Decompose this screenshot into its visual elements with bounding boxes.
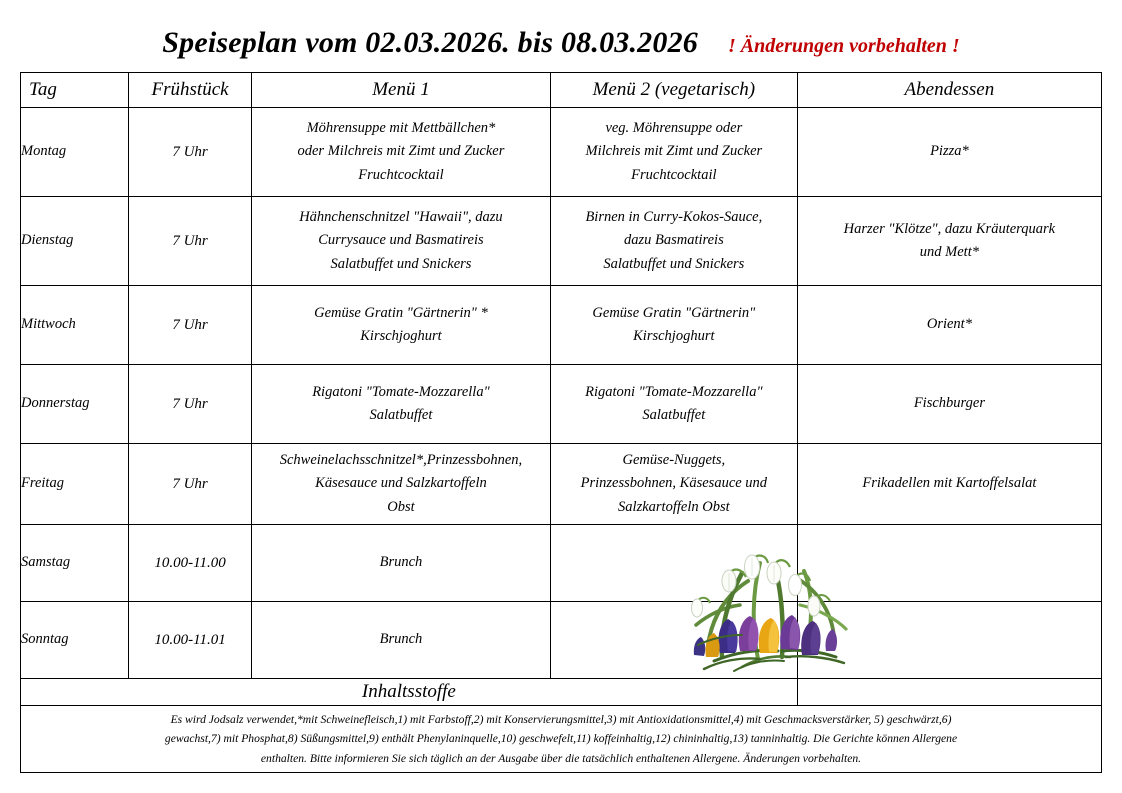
menu-line: Salatbuffet xyxy=(642,407,706,423)
day-label-donnerstag: Donnerstag xyxy=(21,365,129,444)
breakfast-samstag: 10.00-11.00 xyxy=(129,525,252,602)
column-header-menue1: Menü 1 xyxy=(252,73,551,108)
table-row xyxy=(21,602,1102,679)
menu-line: Käsesauce und Salzkartoffeln xyxy=(315,475,487,492)
menu2-montag xyxy=(550,108,797,197)
menu1-mittwoch xyxy=(252,286,551,365)
menu-line: Milchreis mit Zimt und Zucker xyxy=(585,143,763,160)
menu2-dienstag xyxy=(550,197,797,286)
breakfast-freitag: 7 Uhr xyxy=(129,444,252,525)
column-header-tag: Tag xyxy=(21,73,129,108)
table-row xyxy=(21,108,1102,197)
menu1-donnerstag xyxy=(252,365,551,444)
day-label-dienstag: Dienstag xyxy=(21,197,129,286)
menu-line: Orient* xyxy=(926,316,972,333)
ingredients-heading: Inhaltsstoffe xyxy=(21,679,798,706)
menu-line: Salatbuffet und Snickers xyxy=(330,255,472,272)
ingredients-line: Es wird Jodsalz verwendet,*mit Schweinefleisch,1) mit Farbstoff,2) mit Konservierungsmittel,3) mit Antioxidationsmittel,4) mit Geschmacksverstärker, 5) geschwärzt,6) xyxy=(170,713,952,727)
menu-line: dazu Basmatireis xyxy=(623,232,724,249)
menu-line: Schweinelachsschnitzel*,Prinzessbohnen, xyxy=(279,451,523,468)
menu-line: Fischburger xyxy=(913,395,985,412)
menu-line: Currysauce und Basmatireis xyxy=(318,232,484,249)
breakfast-sonntag: 10.00-11.01 xyxy=(129,602,252,679)
dinner-freitag xyxy=(797,444,1101,525)
menu-line: Rigatoni "Tomate-Mozzarella" xyxy=(585,383,763,400)
menu-line: und Mett* xyxy=(919,244,979,260)
dinner-donnerstag xyxy=(797,365,1101,444)
menu1-dienstag xyxy=(252,197,551,286)
menu-line: Salatbuffet und Snickers xyxy=(603,255,745,272)
menu-line: Kirschjoghurt xyxy=(360,328,442,344)
menu-line: Frikadellen mit Kartoffelsalat xyxy=(862,475,1037,492)
table-row xyxy=(21,525,1102,602)
dinner-samstag-empty xyxy=(797,525,1101,602)
menu-line: Gemüse Gratin "Gärtnerin" * xyxy=(314,304,488,321)
menu-plan-table-wrapper xyxy=(20,72,1102,773)
page-title xyxy=(0,26,1122,64)
menu-line: Hähnchenschnitzel "Hawaii", dazu xyxy=(299,208,503,225)
ingredients-line: gewachst,7) mit Phosphat,8) Süßungsmittel,9) enthält Phenylaninquelle,10) geschwefelt,11) koffeinhaltig,12) chininhaltig,13) tanninhaltig. Die Gerichte können Allergene xyxy=(164,732,958,746)
menu-line: Fruchtcocktail xyxy=(631,166,717,183)
menu2-mittwoch xyxy=(550,286,797,365)
ingredients-heading-row xyxy=(21,679,1102,706)
day-label-samstag: Samstag xyxy=(21,525,129,602)
dinner-mittwoch xyxy=(797,286,1101,365)
menu-line: Salatbuffet xyxy=(369,407,433,423)
column-header-fruehstueck: Frühstück xyxy=(129,73,252,108)
menu2-sonntag-empty xyxy=(550,602,797,679)
menu-line: Kirschjoghurt xyxy=(633,328,715,344)
menu-line: Pizza* xyxy=(930,143,969,160)
page-title-text: Speiseplan vom 02.03.2026. bis 08.03.2026 xyxy=(162,26,698,59)
menu-line: Fruchtcocktail xyxy=(358,166,444,183)
ingredients-heading-spacer xyxy=(797,679,1101,706)
column-header-abendessen: Abendessen xyxy=(797,73,1101,108)
ingredients-text xyxy=(21,706,1102,773)
dinner-dienstag xyxy=(797,197,1101,286)
table-row xyxy=(21,197,1102,286)
menu-line: veg. Möhrensuppe oder xyxy=(605,119,743,136)
menu-line: oder Milchreis mit Zimt und Zucker xyxy=(297,143,505,160)
menu-line: Gemüse Gratin "Gärtnerin" xyxy=(592,304,756,321)
dinner-montag xyxy=(797,108,1101,197)
table-row xyxy=(21,286,1102,365)
day-label-mittwoch: Mittwoch xyxy=(21,286,129,365)
breakfast-montag: 7 Uhr xyxy=(129,108,252,197)
ingredients-line: enthalten. Bitte informieren Sie sich täglich an der Ausgabe über die tatsächlich enthaltenen Allergene. Änderungen vorbehalten. xyxy=(260,751,862,765)
breakfast-mittwoch: 7 Uhr xyxy=(129,286,252,365)
menu1-montag xyxy=(252,108,551,197)
ingredients-text-row xyxy=(21,706,1102,773)
menu2-samstag-empty xyxy=(550,525,797,602)
menu-line: Brunch xyxy=(379,554,423,571)
menu-line: Gemüse-Nuggets, xyxy=(622,451,726,468)
menu1-freitag xyxy=(252,444,551,525)
breakfast-donnerstag: 7 Uhr xyxy=(129,365,252,444)
menu1-samstag xyxy=(252,525,551,602)
breakfast-dienstag: 7 Uhr xyxy=(129,197,252,286)
day-label-freitag: Freitag xyxy=(21,444,129,525)
menu1-sonntag xyxy=(252,602,551,679)
menu-line: Möhrensuppe mit Mettbällchen* xyxy=(306,119,496,136)
column-header-menue2: Menü 2 (vegetarisch) xyxy=(550,73,797,108)
dinner-sonntag-empty xyxy=(797,602,1101,679)
table-row xyxy=(21,365,1102,444)
table-body xyxy=(21,108,1102,773)
menu-line: Obst xyxy=(387,498,415,515)
table-row xyxy=(21,444,1102,525)
menu-line: Brunch xyxy=(379,631,423,648)
changes-reserved-note: ! Änderungen vorbehalten ! xyxy=(728,35,960,57)
menu-line: Prinzessbohnen, Käsesauce und xyxy=(580,475,768,492)
table-header-row xyxy=(21,73,1102,108)
menu-line: Rigatoni "Tomate-Mozzarella" xyxy=(312,383,490,400)
day-label-sonntag: Sonntag xyxy=(21,602,129,679)
table-header xyxy=(21,73,1102,108)
menu2-freitag xyxy=(550,444,797,525)
menu-plan-table xyxy=(20,72,1102,773)
menu-line: Harzer "Klötze", dazu Kräuterquark xyxy=(843,220,1056,237)
day-label-montag: Montag xyxy=(21,108,129,197)
menu-line: Salzkartoffeln Obst xyxy=(618,498,730,515)
menu2-donnerstag xyxy=(550,365,797,444)
menu-line: Birnen in Curry-Kokos-Sauce, xyxy=(585,208,763,225)
